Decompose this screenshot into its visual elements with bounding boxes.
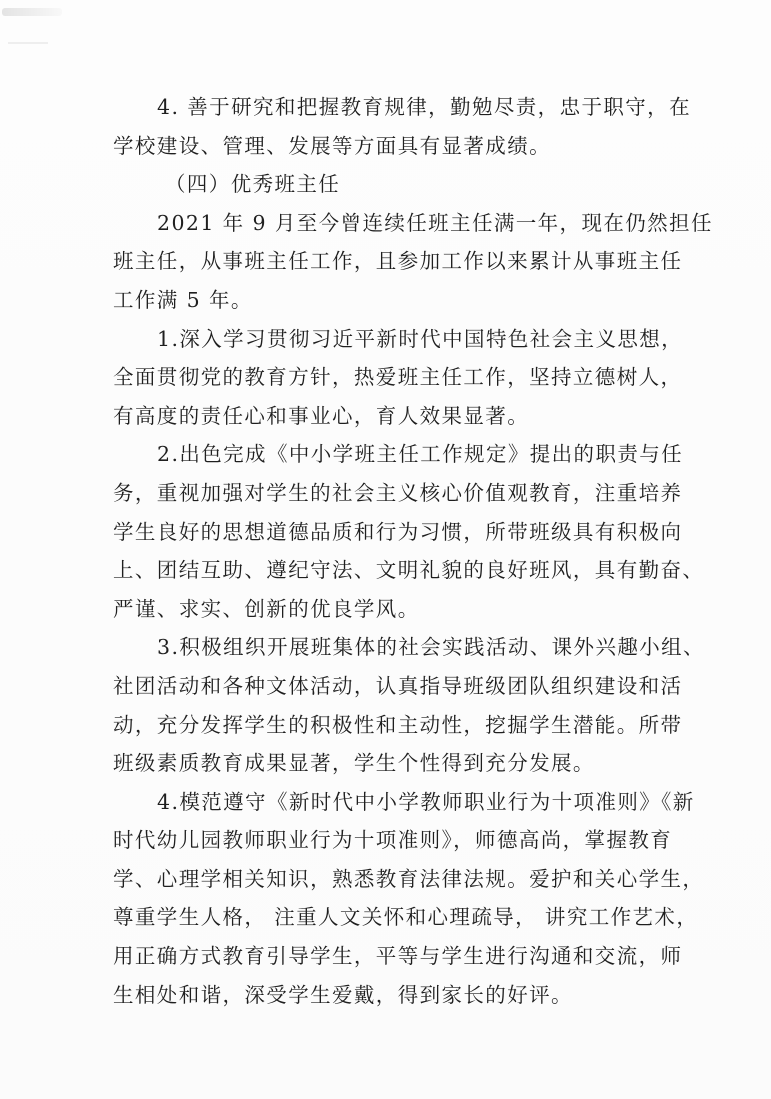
paragraph-line: 学、心理学相关知识，熟悉教育法律法规。爱护和关心学生， bbox=[113, 866, 705, 891]
paragraph-line: 生相处和谐，深受学生爱戴，得到家长的好评。 bbox=[113, 982, 573, 1007]
paragraph-line: 尊重学生人格， 注重人文关怀和心理疏导， 讲究工作艺术， bbox=[113, 905, 699, 930]
paragraph-line: 动，充分发挥学生的积极性和主动性，挖掘学生潜能。所带 bbox=[113, 712, 683, 737]
document-body bbox=[113, 88, 713, 1014]
paragraph-line: 3.积极组织开展班集体的社会实践活动、课外兴趣小组、 bbox=[157, 635, 705, 660]
paragraph-line: 上、团结互助、遵纪守法、文明礼貌的良好班风，具有勤奋、 bbox=[113, 558, 705, 583]
paragraph-line: 用正确方式教育引导学生，平等与学生进行沟通和交流，师 bbox=[113, 944, 683, 969]
paragraph-line: 1.深入学习贯彻习近平新时代中国特色社会主义思想， bbox=[157, 326, 684, 351]
scan-artifact bbox=[2, 8, 62, 16]
paragraph-line: 班主任，从事班主任工作，且参加工作以来累计从事班主任 bbox=[113, 249, 683, 274]
scan-artifact bbox=[8, 42, 48, 44]
paragraph-line: 2.出色完成《中小学班主任工作规定》提出的职责与任 bbox=[157, 442, 684, 467]
paragraph-line: 4. 善于研究和把握教育规律，勤勉尽责，忠于职守，在 bbox=[157, 95, 691, 119]
paragraph-line: 务，重视加强对学生的社会主义核心价值观教育，注重培养 bbox=[113, 480, 683, 505]
paragraph-line: 4.模范遵守《新时代中小学教师职业行为十项准则》《新 bbox=[157, 789, 695, 814]
paragraph-line: 时代幼儿园教师职业行为十项准则》，师德高尚，掌握教育 bbox=[113, 828, 673, 853]
section-heading: （四）优秀班主任 bbox=[165, 172, 341, 197]
paragraph-line: 学生良好的思想道德品质和行为习惯，所带班级具有积极向 bbox=[113, 519, 683, 544]
paragraph-line: 全面贯彻党的教育方针，热爱班主任工作，坚持立德树人， bbox=[113, 365, 683, 390]
paragraph-line: 社团活动和各种文体活动，认真指导班级团队组织建设和活 bbox=[113, 673, 683, 698]
paragraph-line: 班级素质教育成果显著，学生个性得到充分发展。 bbox=[113, 751, 595, 776]
paragraph-line: 工作满 5 年。 bbox=[113, 287, 253, 312]
paragraph-line: 严谨、求实、创新的优良学风。 bbox=[113, 596, 420, 621]
paragraph-line: 学校建设、管理、发展等方面具有显著成绩。 bbox=[113, 133, 551, 158]
paragraph-line: 有高度的责任心和事业心，育人效果显著。 bbox=[113, 403, 530, 428]
paragraph-line: 2021 年 9 月至今曾连续任班主任满一年，现在仍然担任 bbox=[157, 210, 713, 235]
